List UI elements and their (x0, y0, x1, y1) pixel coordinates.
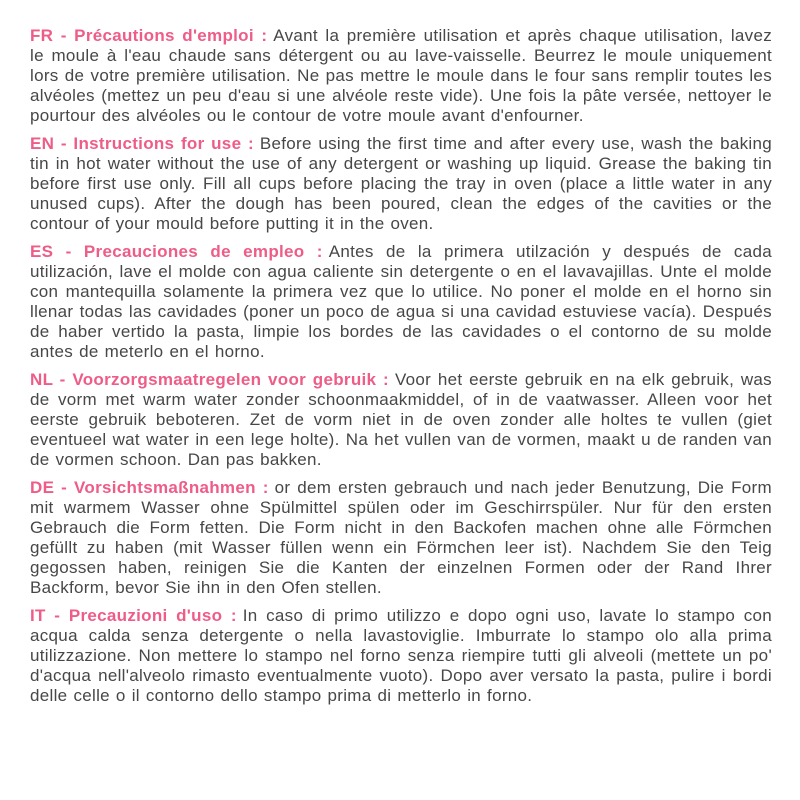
section-en (30, 134, 772, 234)
section-fr (30, 26, 772, 126)
section-nl (30, 370, 772, 470)
section-heading-nl: NL - Voorzorgsmaatregelen voor gebruik : (30, 370, 389, 389)
section-body-es: Antes de la primera utilzación y después de cada utilización, lave el molde con agua caliente sin detergente o en el lavavajillas. Unte el molde con mantequilla solamente la primera vez que lo utilice. No poner el molde en el horno sin llenar todas las cavidades (poner un poco de agua si una cavidad estuviese vacía). Después de haber vertido la pasta, limpie los bordes de las cavidades o el contorno de su molde antes de meterlo en el horno. (30, 242, 772, 361)
section-body-en: Before using the first time and after every use, wash the baking tin in hot water without the use of any detergent or washing up liquid. Grease the baking tin before first use only. Fill all cups before placing the tray in oven (place a little water in any unused cups). After the dough has been poured, clean the edges of the cavities or the contour of your mould before putting it in the oven. (30, 134, 772, 233)
section-it (30, 606, 772, 706)
section-body-fr: Avant la première utilisation et après chaque utilisation, lavez le moule à l'eau chaude sans détergent ou au lave-vaisselle. Beurrez le moule uniquement lors de votre première utilisation. Ne pas mettre le moule dans le four sans remplir toutes les alvéoles (mettez un peu d'eau si une alvéole reste vide). Une fois la pâte versée, nettoyer le pourtour des alvéoles ou le contour de votre moule avant d'enfourner. (30, 26, 772, 125)
section-heading-it: IT - Precauzioni d'uso : (30, 606, 237, 625)
section-heading-en: EN - Instructions for use : (30, 134, 254, 153)
section-heading-de: DE - Vorsichtsmaßnahmen : (30, 478, 269, 497)
section-body-it: In caso di primo utilizzo e dopo ogni uso, lavate lo stampo con acqua calda senza detergente o nella lavastoviglie. Imburrate lo stampo olo alla prima utilizzazione. Non mettere lo stampo nel forno senza riempire tutti gli alveoli (mettete un po' d'acqua nell'alveolo rimasto eventualmente vuoto). Dopo aver versato la pasta, pulire i bordi delle celle o il contorno dello stampo prima di metterlo in forno. (30, 606, 772, 705)
section-body-de: or dem ersten gebrauch und nach jeder Benutzung, Die Form mit warmem Wasser ohne Spülmittel spülen oder im Geschirrspüler. Nur für den ersten Gebrauch die Form fetten. Die Form nicht in den Backofen machen ohne alle Förmchen gefüllt zu haben (mit Wasser füllen wenn ein Förmchen leer ist). Nachdem Sie den Teig gegossen haben, reinigen Sie die Kanten der einzelnen Formen oder der Rand Ihrer Backform, bevor Sie ihn in den Ofen stellen. (30, 478, 772, 597)
section-body-nl: Voor het eerste gebruik en na elk gebruik, was de vorm met warm water zonder schoonmaakmiddel, of in de vaatwasser. Alleen voor het eerste gebruik beboteren. Zet de vorm niet in de oven zonder alle holtes te vullen (giet eventueel wat water in een lege holte). Na het vullen van de vormen, maakt u de randen van de vormen schoon. Dan pas bakken. (30, 370, 772, 469)
section-de (30, 478, 772, 598)
section-heading-es: ES - Precauciones de empleo : (30, 242, 323, 261)
section-es (30, 242, 772, 362)
section-heading-fr: FR - Précautions d'emploi : (30, 26, 268, 45)
